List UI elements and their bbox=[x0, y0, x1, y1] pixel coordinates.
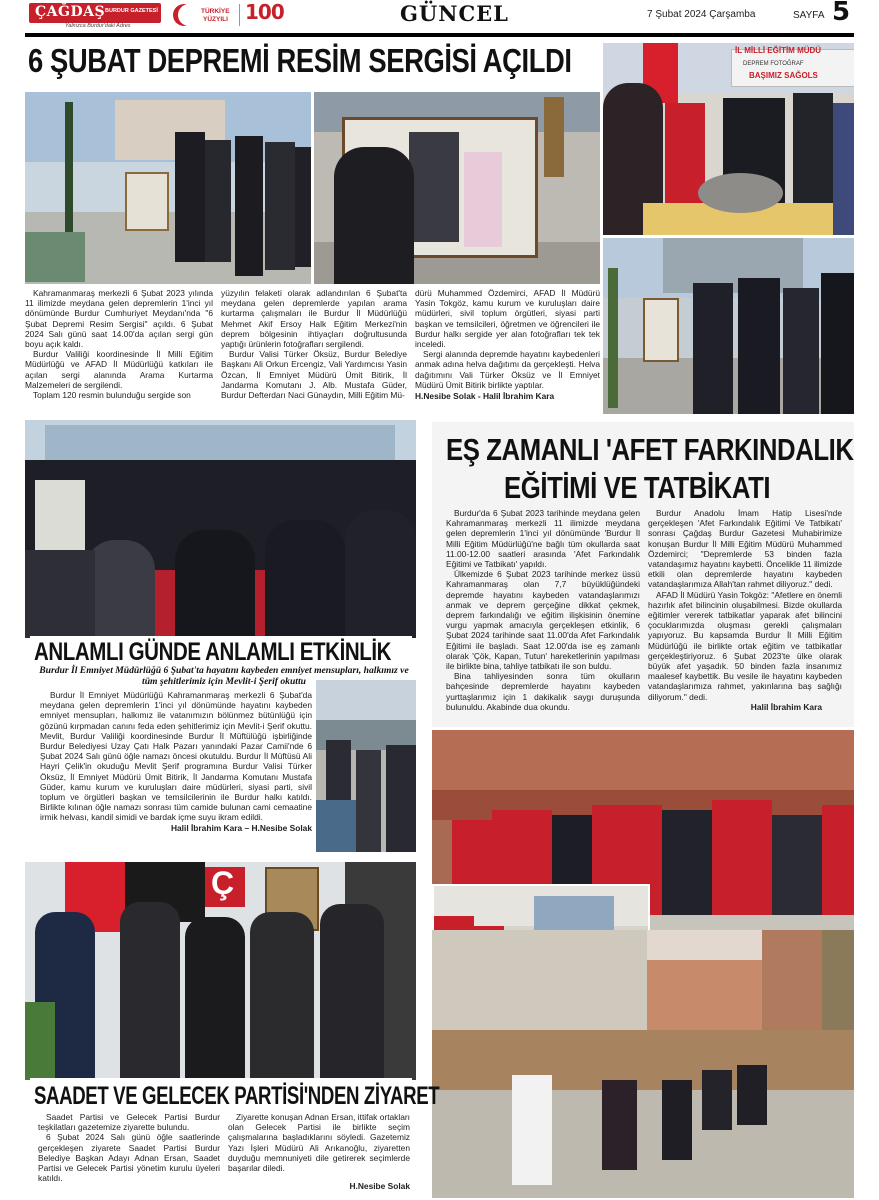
story4-credit: H.Nesibe Solak bbox=[349, 1181, 410, 1192]
page-number: 5 bbox=[832, 0, 851, 27]
story4-col1 bbox=[38, 1112, 220, 1183]
story4-col2 bbox=[228, 1112, 410, 1191]
mosque-mevlit-photo bbox=[25, 420, 416, 638]
office-logo-letter: Ç bbox=[211, 865, 235, 901]
party-visit-photo bbox=[25, 862, 416, 1080]
story4-col1-p1: Saadet Partisi ve Gelecek Partisi Burdur teşkilatları gazetemize ziyarette bulundu. bbox=[38, 1112, 220, 1133]
exhibit-banner-text3: BAŞIMIZ SAĞOLS bbox=[749, 71, 818, 80]
story1-col1 bbox=[25, 288, 213, 400]
exhibit-banner-text2: DEPREM FOTOĞRAF bbox=[743, 61, 804, 67]
issue-date: 7 Şubat 2024 Çarşamba bbox=[647, 9, 756, 20]
newspaper-logo bbox=[29, 3, 161, 23]
story2-subhead: Burdur İl Emniyet Müdürlüğü 6 Şubat'ta hayatını kaybeden emniyet mensupları, halkımız ve tüm şehitlerimiz için Mevlit-i Şerif okuttu bbox=[39, 665, 409, 687]
story4-col2-p1: Ziyarette konuşan Adnan Ersan, ittifak ortakları olan Gelecek Partisi ile birlikte seçim çalışmalarına başladıklarını söyledi. Gazetemiz Yazı İşleri Müdürü Ali Arıkanoğlu, ziyaretten duyduğu memnuniyeti dile getirerek seçimlerde başarılar diledi. bbox=[228, 1112, 410, 1174]
turkiye-line1: TÜRKİYE bbox=[201, 8, 230, 15]
story1-col1-p3: Toplam 120 resmin bulunduğu sergide son bbox=[33, 390, 191, 401]
story2-body bbox=[40, 690, 312, 833]
exhibition-walk-photo bbox=[25, 92, 311, 284]
logo-tagline: Yalnızca Burdur'daki Adres bbox=[65, 23, 131, 29]
story1-col3-p2: Sergi alanında depremde hayatını kaybedenleri anmak adına helva dağıtımı da gerçekleşti. Helva dağıtımını Vali Türker Öksüz ve İl Emniyet Müdürü Ümit Bitirik birlikte yaptılar. bbox=[415, 349, 600, 390]
logo-sub: BURDUR GAZETESİ bbox=[105, 8, 158, 14]
page-label: SAYFA bbox=[793, 10, 825, 21]
story3-col1-p3: Bina tahliyesinden sonra tüm okulların bahçesinde depremlerde hayatını kaybeden yurttaşlarımız için 1 dakikalık saygı duruşunda bulunuldu. Akabinde dua okundu. bbox=[446, 671, 640, 712]
story2-body-text: Burdur İl Emniyet Müdürlüğü Kahramanmaraş merkezli 6 Şubat'da meydana gelen depremlerin 1'inci yıl dönümünde hayatını kaybeden emniyet mensupları, halkımız ile vatanımızın bölünmez bütünlüğü için gözünü kırpmadan canını feda eden şehitlerimiz için Mevlit-i Şerif okuttu. Mevlit, Burdur Valiliği koordinesinde Burdur İl Müftülüğü işbirliğinde Burdur Belediyesi Uzay Çatı Halk Pazarı yanındaki Pazar Camii'nde 6 Şubat 2024 Salı günü öğle namazı öncesi okutuldu. Burdur İl Müftüsü Ali Hayri Çelik'in okuduğu Mevlit Şerif programına Burdur Valisi Türker Öksüz, İl Emniyet Müdürü Ümit Bitirik, İl Jandarma Komutanı Mustafa Güder, kamu kurum ve kuruluşları daire müdürleri, siyasi parti, sivil toplum ve örgütleri başkan ve temsilcilerinin ile Burdur halkı katıldı. Birlikte kılınan öğle namazı sonrası tüm camide bulunan cami cemaatine irmik helvası, kandil simidi ve bardak içme suyu ikram edildi. bbox=[40, 690, 312, 823]
story2-headline: ANLAMLI GÜNDE ANLAMLI ETKİNLİK bbox=[34, 638, 392, 666]
story1-headline: 6 ŞUBAT DEPREMİ RESİM SERGİSİ AÇILDI bbox=[28, 42, 572, 79]
story3-col1 bbox=[446, 508, 640, 712]
header-rule bbox=[25, 33, 854, 37]
story3-headline-line2: EĞİTİMİ VE TATBİKATI bbox=[504, 470, 771, 505]
story1-col3 bbox=[415, 288, 600, 401]
story4-col1-p2: 6 Şubat 2024 Salı günü öğle saatlerinde gerçekleşen ziyarete Saadet Partisi Burdur Belediye Başkan Adayı Adnan Ersan, Saadet Partisi ve Gelecek Partisi yönetim kurulu üyeleri katıldı. bbox=[38, 1132, 220, 1184]
exhibition-visitor-photo bbox=[314, 92, 600, 284]
story3-credit: Halil İbrahim Kara bbox=[750, 701, 822, 712]
exhibit-banner-text: İL MİLLİ EĞİTİM MÜDÜ bbox=[735, 46, 822, 55]
story1-credit: H.Nesibe Solak - Halil İbrahim Kara bbox=[415, 391, 555, 402]
school-yard-photo bbox=[432, 930, 854, 1198]
story3-col2-p1: Burdur Anadolu İmam Hatip Lisesi'nde gerçekleşen 'Afet Farkındalık Eğitimi Ve Tatbikatı' sonrası Çağdaş Burdur Gazetesi Muhabirimize konuşan Burdur İl Milli Eğitim Müdürü Muhammed Özdemirci; "Depremlerde 53 binden fazla vatandaşımız hayatını kaybetti. Öncelikle 11 ilimizde etkili olan depremlerde hayatını kaybeden vatandaşlarımıza Allah'tan rahmet diliyoruz." dedi. bbox=[648, 508, 842, 590]
masthead bbox=[25, 0, 854, 33]
story3-headline-line1: EŞ ZAMANLI 'AFET FARKINDALIK bbox=[446, 432, 854, 467]
story1-col3-p1: dürü Muhammed Özdemirci, AFAD İl Müdürü Yasin Tokgöz, kamu kurum ve kuruluşları daire müdürleri, sivil toplum örgütleri, siyasi parti başkan ve temsilcileri, öğretmen ve öğrencileri ile Burdur halkı sergide yer alan fotoğrafları tek tek inceledi. bbox=[415, 288, 600, 350]
officials-exhibit-photo bbox=[603, 238, 854, 414]
section-title: GÜNCEL bbox=[400, 1, 509, 26]
logo-name: ÇAĞDAŞ bbox=[35, 4, 106, 20]
story3-col2 bbox=[648, 508, 842, 712]
story1-col2 bbox=[221, 288, 407, 400]
story3-col1-p1: Burdur'da 6 Şubat 2023 tarihinde meydana gelen Kahramanmaraş merkezli 11 ilimizde meydana gelen depremlerin 1'inci yıl dönümünde 'Burdur İl Milli Eğitim Müdürlüğü'ne bağlı tüm okullarda saat 11.00-12.00 saatleri arasında 'Afet Farkındalık Eğitimi ve Tatbikatı' yapıldı. bbox=[446, 508, 640, 570]
story1-col1-p1: Kahramanmaraş merkezli 6 Şubat 2023 yılında 11 ilimizde meydana gelen depremlerin 1'inci yıl dönümünde Burdur Cumhuriyet Meydanı'nda "6 Şubat Depremi Resim Sergisi" açıldı. 6 Şubat 2024 Salı günü saat 14.00'da açılan sergi gün boyu açık kaldı. bbox=[25, 288, 213, 350]
hundred-year-logo: 100 bbox=[245, 0, 284, 24]
story4-headline: SAADET VE GELECEK PARTİSİ'NDEN ZİYARET bbox=[34, 1082, 440, 1110]
story3-col1-p2: Ülkemizde 6 Şubat 2023 tarihinde merkez üssü Kahramanmaraş olan 7,7 büyüklüğündeki depremde hayatını kaybeden vatandaşlarımızı anmak ve deprem gerçeğine dikkat çekmek, deprem farkındalığı ve eğitim ilişkisinin önemine vurgu yapmak amacıyla gerçekleşen etkinlik, 6 Şubat 2024 tarihinde saat 11.00'da Afet Farkındalık Eğitimi ile başladı. Saat 12.00'da ise eş zamanlı olarak 'Çök, Kapan, Tutun' hareketlerinin yapılması ile birlikte bina, tahliye tatbikatı ile son buldu. bbox=[446, 569, 640, 672]
story2-credit: Halil İbrahim Kara – H.Nesibe Solak bbox=[170, 822, 312, 833]
turkiye-line2: YÜZYILI bbox=[203, 16, 228, 23]
turkiye-yuzyili-logo bbox=[173, 3, 237, 29]
story3-col2-p2: AFAD İl Müdürü Yasin Tokgöz: "Afetlere en önemli hazırlık afet bilincinin oluşabilmesi. Bizde okullarda eğitimler vererek tatbikatlar yaparak afet bilincini çocuklarımızda oluşması gerekli çalışmaları yapıyoruz. Bu kapsamda Burdur İl Milli Eğitim Müdürlüğü ile birlikte ortak eğitim ve tatbikatlar gerçekleştiriyoruz. 6 Şubat 2023'te ülke olarak büyük afet yaşadık. 50 binden fazla insanımız maalesef kaybettik. Bu vesile ile hayatını kaybeden vatandaşlarımıza rahmet, yakınlarına baş sağlığı diliyorum." dedi. bbox=[648, 589, 842, 702]
story1-col1-p2: Burdur Valiliği koordinesinde İl Milli Eğitim Müdürlüğü ve AFAD İl Müdürlüğü katkıları ile açılan sergi alanında Arama Kurtarma Malzemeleri de sergilendi. bbox=[25, 349, 213, 390]
story1-col2-p1: yüzyılın felaketi olarak adlandırılan 6 Şubat'ta meydana gelen depremlerde yapılan arama kurtarma çalışmaları ile Burdur İl Müdürlüğü Mehmet Akif Ersoy Halk Eğitim Merkezi'nin deprem bölgesinin ihtiyaçları doğrultusunda yaptığı ürünlerin fotoğrafları sergilendi. bbox=[221, 288, 407, 350]
helva-distribution-photo bbox=[603, 43, 854, 235]
story1-col2-p2: Burdur Valisi Türker Öksüz, Burdur Belediye Başkanı Ali Orkun Ercengiz, Vali Yardımcısı Yasin Özcan, İl Emniyet Müdürü Ümit Bitirik, İl Jandarma Komutanı J. Alb. Mustafa Güder, Burdur Defterdarı Naci Günaydın, Milli Eğitim Mü- bbox=[221, 349, 407, 401]
helva-queue-photo bbox=[316, 680, 416, 852]
